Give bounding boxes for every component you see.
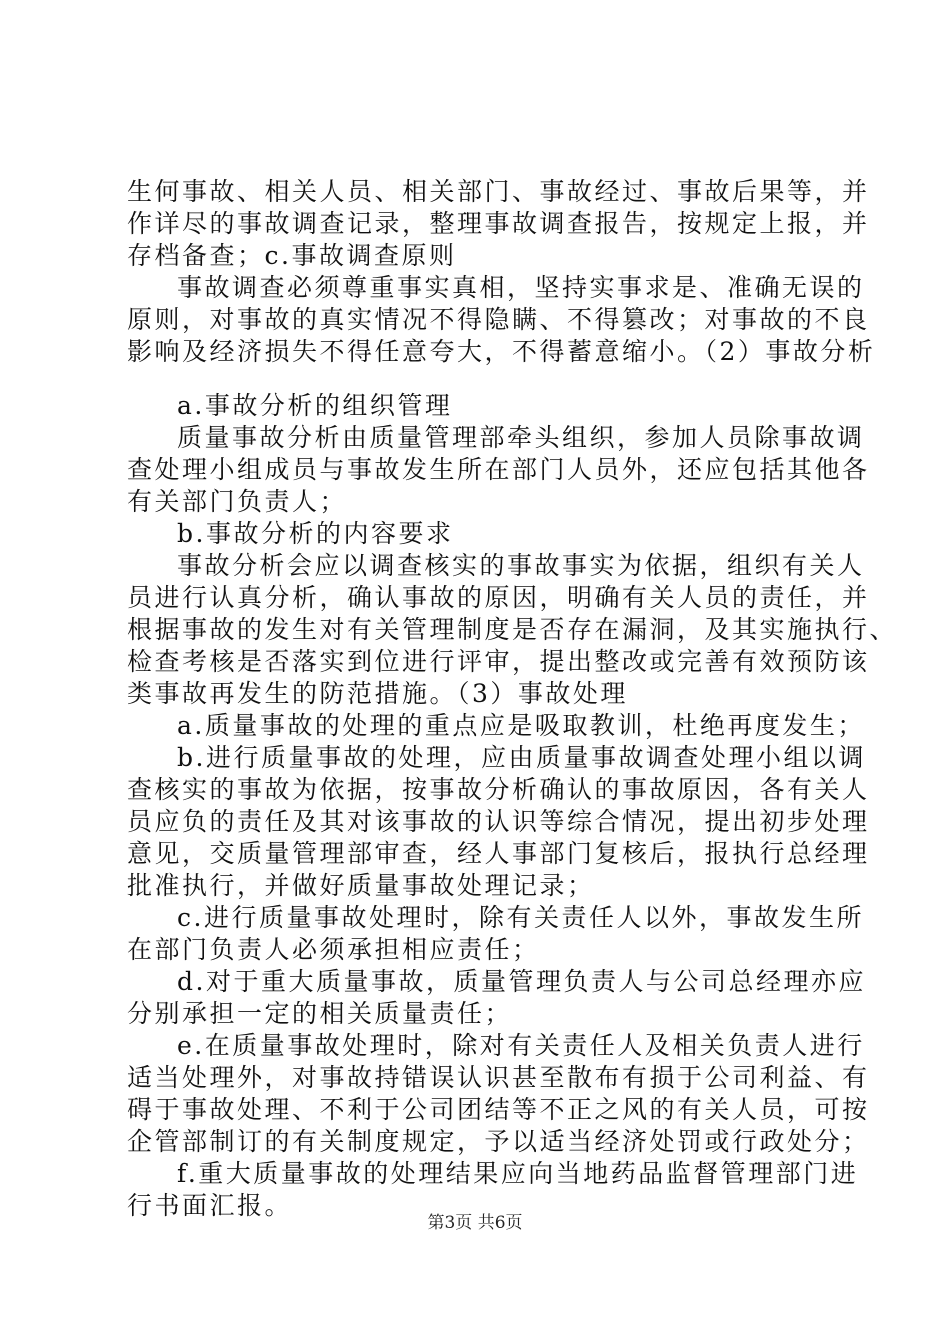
- text-line: 企管部制订的有关制度规定，予以适当经济处罚或行政处分；: [127, 1127, 870, 1156]
- text-line: 质量事故分析由质量管理部牵头组织，参加人员除事故调: [177, 423, 865, 452]
- text-line: 适当处理外，对事故持错误认识甚至散布有损于公司利益、有: [127, 1063, 870, 1092]
- text-line: 员进行认真分析，确认事故的原因，明确有关人员的责任，并: [127, 583, 870, 612]
- text-line: 碍于事故处理、不利于公司团结等不正之风的有关人员，可按: [127, 1095, 870, 1124]
- text-line: 事故分析会应以调查核实的事故事实为依据，组织有关人: [177, 551, 865, 580]
- text-line: 分别承担一定的相关质量责任；: [127, 999, 513, 1028]
- text-line: b.事故分析的内容要求: [177, 519, 454, 548]
- text-line: b.进行质量事故的处理，应由质量事故调查处理小组以调: [177, 743, 866, 772]
- text-line: 类事故再发生的防范措施。（3）事故处理: [127, 679, 628, 708]
- text-line: 原则，对事故的真实情况不得隐瞒、不得篡改；对事故的不良: [127, 305, 870, 334]
- text-line: 存档备查；c.事故调查原则: [127, 241, 457, 270]
- text-line: 检查考核是否落实到位进行评审，提出整改或完善有效预防该: [127, 647, 870, 676]
- text-line: e.在质量事故处理时，除对有关责任人及相关负责人进行: [177, 1031, 865, 1060]
- text-line: 影响及经济损失不得任意夸大，不得蓄意缩小。（2）事故分析: [127, 337, 876, 366]
- text-line: 意见，交质量管理部审查，经人事部门复核后，报执行总经理: [127, 839, 870, 868]
- text-line: 在部门负责人必须承担相应责任；: [127, 935, 540, 964]
- text-line: a.事故分析的组织管理: [177, 391, 453, 420]
- text-line: 事故调查必须尊重事实真相，坚持实事求是、准确无误的: [177, 273, 865, 302]
- text-line: d.对于重大质量事故，质量管理负责人与公司总经理亦应: [177, 967, 866, 996]
- page-number: 第3页 共6页: [427, 1213, 523, 1233]
- text-line: c.进行质量事故处理时，除有关责任人以外，事故发生所: [177, 903, 864, 932]
- text-line: 作详尽的事故调查记录，整理事故调查报告，按规定上报，并: [127, 209, 870, 238]
- text-line: 员应负的责任及其对该事故的认识等综合情况，提出初步处理: [127, 807, 870, 836]
- text-line: a.质量事故的处理的重点应是吸取教训，杜绝再度发生；: [177, 711, 865, 740]
- text-line: 行书面汇报。: [127, 1191, 293, 1220]
- page-footer: [0, 1212, 950, 1234]
- text-line: 有关部门负责人；: [127, 487, 348, 516]
- text-line: 根据事故的发生对有关管理制度是否存在漏洞，及其实施执行、: [127, 615, 898, 644]
- text-line: f.重大质量事故的处理结果应向当地药品监督管理部门进: [177, 1159, 859, 1188]
- text-line: 生何事故、相关人员、相关部门、事故经过、事故后果等，并: [127, 177, 870, 206]
- text-line: 查处理小组成员与事故发生所在部门人员外，还应包括其他各: [127, 455, 870, 484]
- text-line: 批准执行，并做好质量事故处理记录；: [127, 871, 595, 900]
- text-line: 查核实的事故为依据，按事故分析确认的事故原因，各有关人: [127, 775, 870, 804]
